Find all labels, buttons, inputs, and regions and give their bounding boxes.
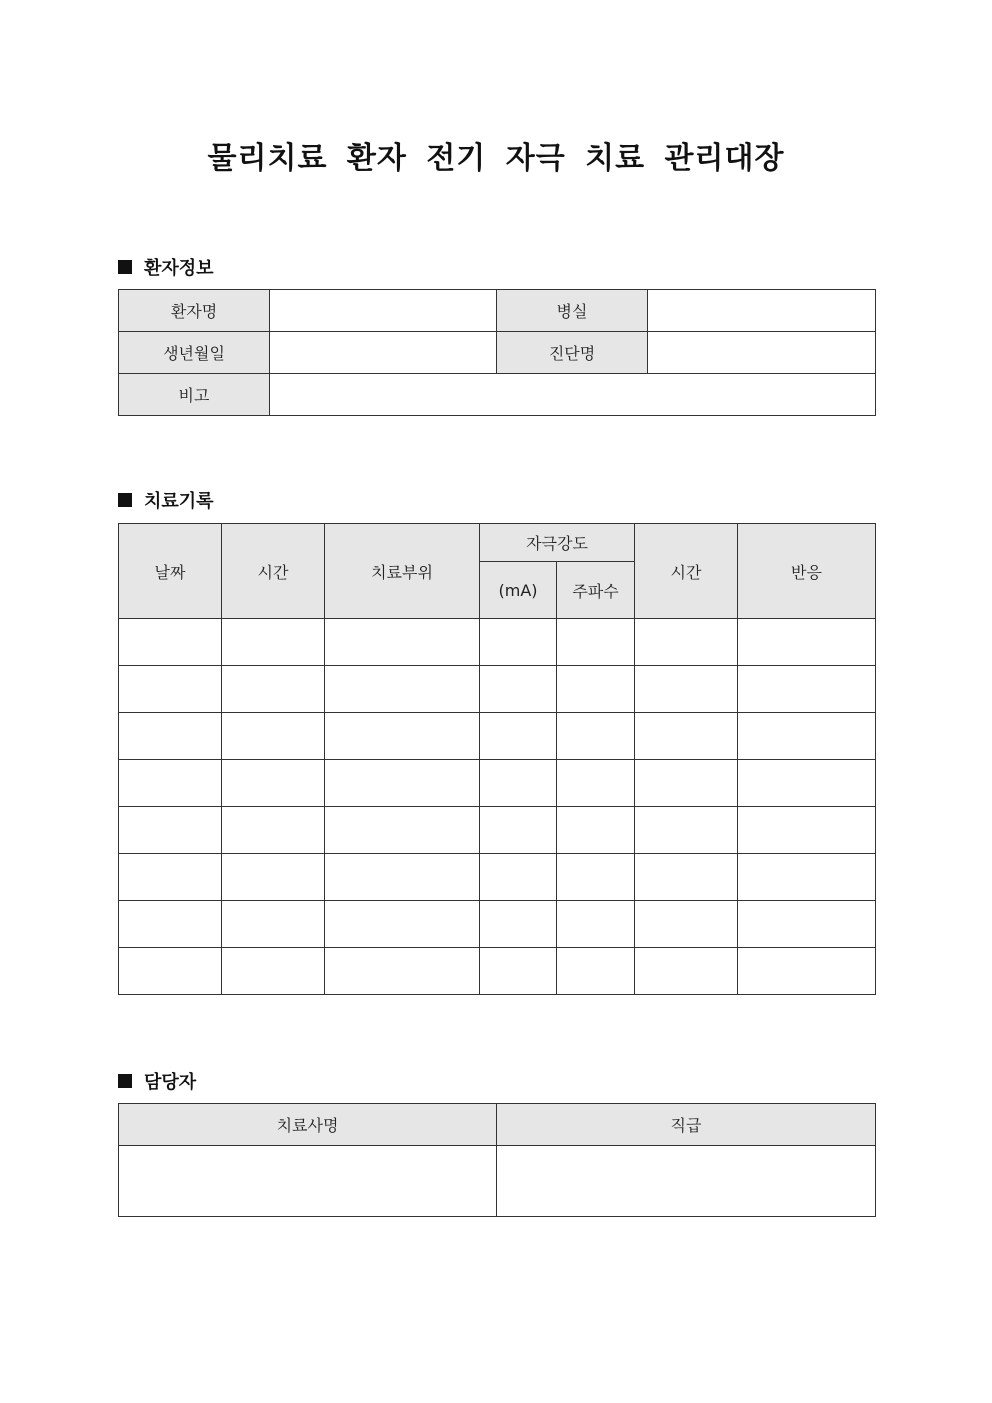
section-heading-patient-info [118, 254, 214, 280]
area-cell[interactable] [325, 807, 480, 854]
response-cell[interactable] [738, 713, 876, 760]
duration-cell[interactable] [635, 854, 738, 901]
position-field[interactable] [497, 1146, 876, 1217]
therapist-name-field[interactable] [119, 1146, 497, 1217]
time-cell[interactable] [222, 713, 325, 760]
room-label: 병실 [497, 290, 648, 332]
response-cell[interactable] [738, 854, 876, 901]
ma-cell[interactable] [480, 666, 557, 713]
column-header-time: 시간 [222, 524, 325, 619]
table-row [119, 666, 876, 713]
time-cell[interactable] [222, 619, 325, 666]
patient-info-table [118, 289, 876, 416]
area-cell[interactable] [325, 901, 480, 948]
patient-name-field[interactable] [270, 290, 497, 332]
diagnosis-field[interactable] [648, 332, 876, 374]
table-row [119, 1146, 876, 1217]
date-cell[interactable] [119, 854, 222, 901]
frequency-cell[interactable] [557, 760, 635, 807]
duration-cell[interactable] [635, 807, 738, 854]
response-cell[interactable] [738, 948, 876, 995]
date-cell[interactable] [119, 807, 222, 854]
table-row [119, 290, 876, 332]
date-cell[interactable] [119, 760, 222, 807]
time-cell[interactable] [222, 807, 325, 854]
section-heading-label: 환자정보 [144, 258, 214, 279]
area-cell[interactable] [325, 619, 480, 666]
time-cell[interactable] [222, 948, 325, 995]
date-cell[interactable] [119, 901, 222, 948]
ma-cell[interactable] [480, 619, 557, 666]
response-cell[interactable] [738, 807, 876, 854]
table-row [119, 807, 876, 854]
area-cell[interactable] [325, 760, 480, 807]
response-cell[interactable] [738, 901, 876, 948]
ma-cell[interactable] [480, 760, 557, 807]
area-cell[interactable] [325, 666, 480, 713]
column-header-intensity: 자극강도 [480, 524, 635, 562]
response-cell[interactable] [738, 666, 876, 713]
section-heading-treatment-record [118, 487, 214, 513]
table-row [119, 760, 876, 807]
treatment-record-table [118, 523, 876, 995]
area-cell[interactable] [325, 854, 480, 901]
frequency-cell[interactable] [557, 619, 635, 666]
table-row [119, 374, 876, 416]
ma-cell[interactable] [480, 713, 557, 760]
time-cell[interactable] [222, 666, 325, 713]
section-heading-label: 담당자 [144, 1072, 197, 1093]
ma-cell[interactable] [480, 948, 557, 995]
duration-cell[interactable] [635, 713, 738, 760]
date-cell[interactable] [119, 619, 222, 666]
column-header-response: 반응 [738, 524, 876, 619]
date-cell[interactable] [119, 948, 222, 995]
time-cell[interactable] [222, 901, 325, 948]
ma-cell[interactable] [480, 807, 557, 854]
black-square-icon [118, 1074, 132, 1088]
response-cell[interactable] [738, 619, 876, 666]
column-header-ma: (mA) [480, 562, 557, 619]
frequency-cell[interactable] [557, 713, 635, 760]
column-header-area: 치료부위 [325, 524, 480, 619]
column-header-duration: 시간 [635, 524, 738, 619]
ma-cell[interactable] [480, 854, 557, 901]
time-cell[interactable] [222, 760, 325, 807]
page-title: 물리치료 환자 전기 자극 치료 관리대장 [207, 141, 785, 176]
position-label: 직급 [497, 1104, 876, 1146]
patient-name-label: 환자명 [119, 290, 270, 332]
diagnosis-label: 진단명 [497, 332, 648, 374]
time-cell[interactable] [222, 854, 325, 901]
frequency-cell[interactable] [557, 901, 635, 948]
birth-date-field[interactable] [270, 332, 497, 374]
date-cell[interactable] [119, 713, 222, 760]
frequency-cell[interactable] [557, 854, 635, 901]
black-square-icon [118, 260, 132, 274]
response-cell[interactable] [738, 760, 876, 807]
room-field[interactable] [648, 290, 876, 332]
duration-cell[interactable] [635, 760, 738, 807]
duration-cell[interactable] [635, 901, 738, 948]
frequency-cell[interactable] [557, 807, 635, 854]
area-cell[interactable] [325, 948, 480, 995]
area-cell[interactable] [325, 713, 480, 760]
column-header-frequency: 주파수 [557, 562, 635, 619]
staff-table [118, 1103, 876, 1217]
duration-cell[interactable] [635, 666, 738, 713]
duration-cell[interactable] [635, 619, 738, 666]
note-label: 비고 [119, 374, 270, 416]
section-heading-label: 치료기록 [144, 491, 214, 512]
section-heading-staff [118, 1068, 196, 1094]
table-row [119, 901, 876, 948]
duration-cell[interactable] [635, 948, 738, 995]
ma-cell[interactable] [480, 901, 557, 948]
date-cell[interactable] [119, 666, 222, 713]
table-header-row [119, 524, 876, 562]
frequency-cell[interactable] [557, 948, 635, 995]
note-field[interactable] [270, 374, 876, 416]
therapist-name-label: 치료사명 [119, 1104, 497, 1146]
table-header-row [119, 1104, 876, 1146]
table-row [119, 713, 876, 760]
frequency-cell[interactable] [557, 666, 635, 713]
birth-date-label: 생년월일 [119, 332, 270, 374]
black-square-icon [118, 493, 132, 507]
table-row [119, 619, 876, 666]
column-header-date: 날짜 [119, 524, 222, 619]
table-row [119, 332, 876, 374]
table-row [119, 854, 876, 901]
table-row [119, 948, 876, 995]
